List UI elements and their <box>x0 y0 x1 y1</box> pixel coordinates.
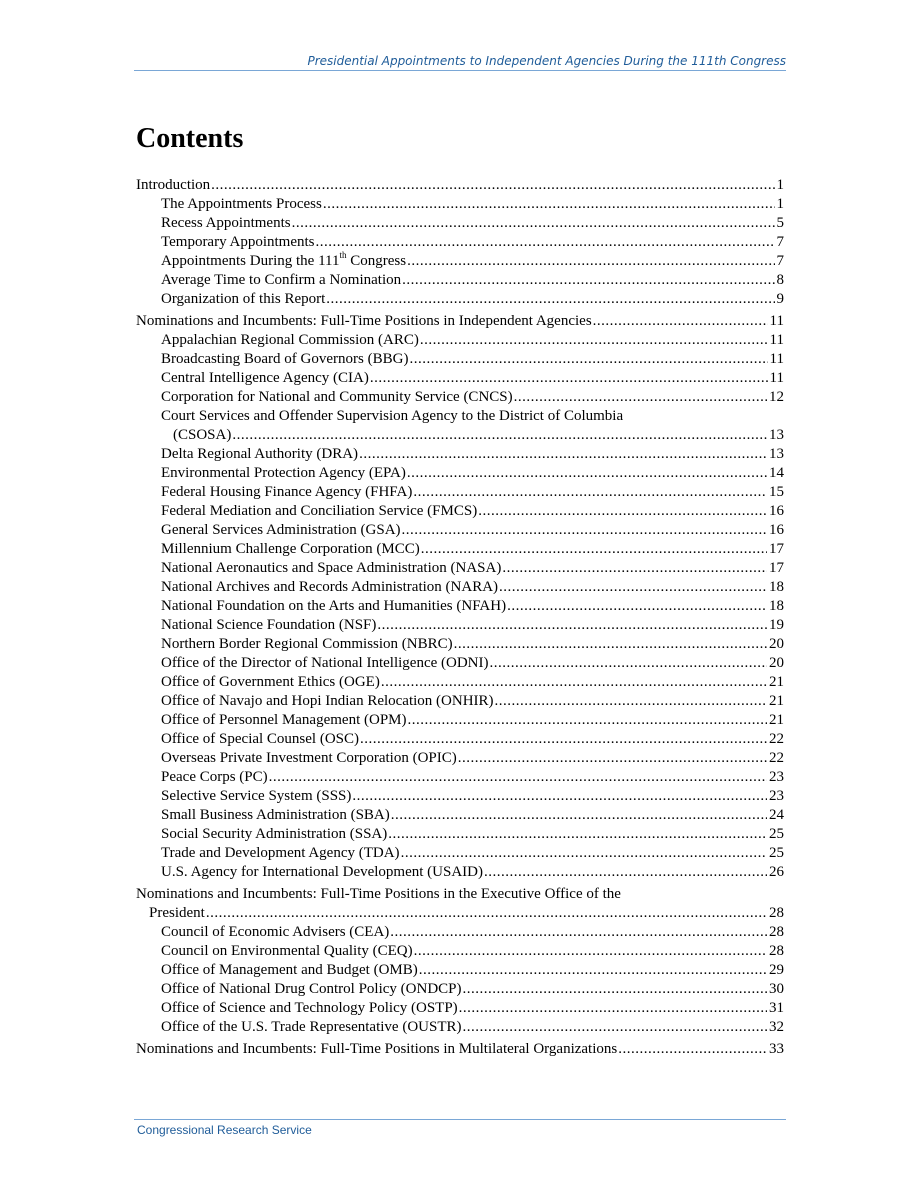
toc-page-number: 21 <box>769 712 784 728</box>
toc-leader <box>360 730 767 749</box>
toc-page-number: 13 <box>769 427 784 443</box>
toc-page-number: 30 <box>769 981 784 997</box>
toc-label: Office of Management and Budget (OMB) <box>161 962 418 978</box>
toc-page-number: 24 <box>769 807 784 823</box>
toc-page-number: 26 <box>769 864 784 880</box>
toc-label: U.S. Agency for International Development (USAID) <box>161 864 484 880</box>
toc-page-number: 20 <box>769 655 784 671</box>
toc-label: Office of the U.S. Trade Representative (OUSTR) <box>161 1019 462 1035</box>
toc-leader <box>502 559 767 578</box>
toc-leader <box>388 825 767 844</box>
toc-leader <box>514 388 767 407</box>
toc-entry-opm[interactable] <box>136 711 784 730</box>
toc-entry-ssa[interactable] <box>136 825 784 844</box>
toc-page-number: 23 <box>769 788 784 804</box>
toc-label-line1: Court Services and Offender Supervision Agency to the District of Columbia <box>161 408 624 424</box>
toc-entry-pc[interactable] <box>136 768 784 787</box>
toc-entry-mcc[interactable] <box>136 540 784 559</box>
toc-entry-fhfa[interactable] <box>136 483 784 502</box>
page-title: Contents <box>136 123 244 154</box>
toc-entry-oge[interactable] <box>136 673 784 692</box>
toc-entry-fmcs[interactable] <box>136 502 784 521</box>
toc-leader <box>458 749 767 768</box>
toc-page-number: 21 <box>769 674 784 690</box>
toc-leader <box>618 1040 767 1059</box>
toc-leader <box>401 844 767 863</box>
toc-label: Office of Government Ethics (OGE) <box>161 674 380 690</box>
toc-entry-usaid[interactable] <box>136 863 784 882</box>
toc-page-number: 11 <box>769 351 784 367</box>
toc-leader <box>414 942 767 961</box>
toc-leader <box>421 540 767 559</box>
toc-leader <box>370 369 768 388</box>
toc-page-number: 17 <box>769 541 784 557</box>
toc-page-number: 22 <box>769 750 784 766</box>
ordinal-suffix: th <box>339 250 347 260</box>
toc-page-number: 5 <box>776 215 784 231</box>
toc-page-number: 31 <box>769 1000 784 1016</box>
toc-label: National Foundation on the Arts and Humanities (NFAH) <box>161 598 507 614</box>
toc-page-number: 28 <box>769 924 784 940</box>
toc-label <box>161 252 406 271</box>
toc-page-number: 16 <box>769 503 784 519</box>
toc-leader <box>232 426 767 445</box>
toc-label-post: Congress <box>346 253 407 269</box>
toc-page-number: 18 <box>769 598 784 614</box>
toc-entry-introduction[interactable] <box>136 176 784 195</box>
toc-entry-ostp[interactable] <box>136 999 784 1018</box>
toc-label: Overseas Private Investment Corporation (OPIC) <box>161 750 457 766</box>
toc-leader <box>292 214 775 233</box>
toc-page-number: 19 <box>769 617 784 633</box>
toc-entry-nominations-multilateral[interactable] <box>136 1040 784 1059</box>
toc-label: General Services Administration (GSA) <box>161 522 401 538</box>
toc-label-line1: Nominations and Incumbents: Full-Time Positions in the Executive Office of the <box>136 886 621 902</box>
toc-page-number: 11 <box>769 332 784 348</box>
toc-entry-cia[interactable] <box>136 369 784 388</box>
toc-leader <box>316 233 775 252</box>
toc-leader <box>499 578 767 597</box>
toc-label: National Aeronautics and Space Administration (NASA) <box>161 560 502 576</box>
toc-label: Council of Economic Advisers (CEA) <box>161 924 390 940</box>
toc-label: Social Security Administration (SSA) <box>161 826 388 842</box>
toc-leader <box>391 806 767 825</box>
toc-leader <box>419 961 767 980</box>
toc-entry-dra[interactable] <box>136 445 784 464</box>
toc-page-number: 7 <box>776 234 784 250</box>
toc-leader <box>454 635 767 654</box>
toc-leader <box>420 331 768 350</box>
toc-label: Recess Appointments <box>161 215 291 231</box>
toc-label: Corporation for National and Community Service (CNCS) <box>161 389 513 405</box>
toc-entry-tda[interactable] <box>136 844 784 863</box>
toc-page-number: 16 <box>769 522 784 538</box>
toc-entry-bbg[interactable] <box>136 350 784 369</box>
toc-entry-sss[interactable] <box>136 787 784 806</box>
toc-page-number: 25 <box>769 845 784 861</box>
toc-entry-cea[interactable] <box>136 923 784 942</box>
toc-page-number: 11 <box>769 370 784 386</box>
toc-label: Trade and Development Agency (TDA) <box>161 845 400 861</box>
toc-leader <box>407 252 774 271</box>
toc-entry-osc[interactable] <box>136 730 784 749</box>
footer-divider <box>134 1119 786 1120</box>
toc-page-number: 11 <box>769 313 784 329</box>
toc-entry-sba[interactable] <box>136 806 784 825</box>
toc-label: Environmental Protection Agency (EPA) <box>161 465 406 481</box>
toc-leader <box>459 999 767 1018</box>
toc-page-number: 22 <box>769 731 784 747</box>
toc-label: Small Business Administration (SBA) <box>161 807 390 823</box>
toc-page-number: 8 <box>776 272 784 288</box>
toc-page-number: 25 <box>769 826 784 842</box>
toc-page-number: 29 <box>769 962 784 978</box>
toc-leader <box>323 195 775 214</box>
toc-leader <box>413 483 767 502</box>
toc-leader <box>359 445 767 464</box>
toc-entry-ondcp[interactable] <box>136 980 784 999</box>
toc-page-number: 32 <box>769 1019 784 1035</box>
toc-label: The Appointments Process <box>161 196 322 212</box>
toc-leader <box>463 980 767 999</box>
toc-entry-recess-appointments[interactable] <box>136 214 784 233</box>
toc-entry-gsa[interactable] <box>136 521 784 540</box>
toc-label: Office of Science and Technology Policy (OSTP) <box>161 1000 458 1016</box>
toc-entry-average-time[interactable] <box>136 271 784 290</box>
toc-entry-onhir[interactable] <box>136 692 784 711</box>
toc-page-number: 7 <box>776 253 784 269</box>
toc-page-number: 33 <box>769 1041 784 1057</box>
toc-entry-nfah[interactable] <box>136 597 784 616</box>
toc-leader <box>495 692 767 711</box>
toc-page-number: 21 <box>769 693 784 709</box>
toc-leader <box>206 904 767 923</box>
toc-label: Council on Environmental Quality (CEQ) <box>161 943 413 959</box>
toc-page-number: 9 <box>776 291 784 307</box>
toc-label-line2-row <box>136 904 784 923</box>
toc-page-number: 13 <box>769 446 784 462</box>
toc-label: Nominations and Incumbents: Full-Time Positions in Multilateral Organizations <box>136 1041 618 1057</box>
toc-entry-nominations-independent[interactable] <box>136 312 784 331</box>
toc-entry-nsf[interactable] <box>136 616 784 635</box>
toc-leader <box>593 312 768 331</box>
toc-label: Selective Service System (SSS) <box>161 788 352 804</box>
footer-org: Congressional Research Service <box>137 1123 312 1137</box>
toc-leader <box>390 923 767 942</box>
toc-label: Introduction <box>136 177 211 193</box>
toc-label: Average Time to Confirm a Nomination <box>161 272 402 288</box>
toc-leader <box>211 176 774 195</box>
toc-label-line2: President <box>149 905 205 921</box>
toc-label: Central Intelligence Agency (CIA) <box>161 370 369 386</box>
toc-label: Federal Housing Finance Agency (FHFA) <box>161 484 413 500</box>
toc-label: Office of National Drug Control Policy (ONDCP) <box>161 981 462 997</box>
toc-entry-nominations-eop[interactable] <box>136 885 784 923</box>
toc-label: Broadcasting Board of Governors (BBG) <box>161 351 409 367</box>
toc-page-number: 17 <box>769 560 784 576</box>
toc-label: Nominations and Incumbents: Full-Time Positions in Independent Agencies <box>136 313 592 329</box>
toc-label: Peace Corps (PC) <box>161 769 268 785</box>
toc-page-number: 23 <box>769 769 784 785</box>
toc-label: Northern Border Regional Commission (NBRC) <box>161 636 453 652</box>
toc-label: Temporary Appointments <box>161 234 315 250</box>
toc-label: Office of the Director of National Intelligence (ODNI) <box>161 655 489 671</box>
toc-entry-organization[interactable] <box>136 290 784 309</box>
toc-label: Millennium Challenge Corporation (MCC) <box>161 541 420 557</box>
toc-label: Federal Mediation and Conciliation Service (FMCS) <box>161 503 478 519</box>
toc-label: Delta Regional Authority (DRA) <box>161 446 359 462</box>
toc-entry-omb[interactable] <box>136 961 784 980</box>
toc-entry-appointments-111th[interactable] <box>136 252 784 271</box>
toc-entry-nasa[interactable] <box>136 559 784 578</box>
toc-entry-opic[interactable] <box>136 749 784 768</box>
toc-entry-epa[interactable] <box>136 464 784 483</box>
toc-page-number: 1 <box>776 177 784 193</box>
toc-page-number: 28 <box>769 943 784 959</box>
toc-label: Appalachian Regional Commission (ARC) <box>161 332 419 348</box>
toc-entry-arc[interactable] <box>136 331 784 350</box>
toc-entry-nbrc[interactable] <box>136 635 784 654</box>
toc-label-pre: Appointments During the 111 <box>161 253 340 269</box>
toc-label-line2-row <box>136 426 784 445</box>
toc-leader <box>408 711 768 730</box>
toc-label: Office of Special Counsel (OSC) <box>161 731 360 747</box>
toc-entry-cncs[interactable] <box>136 388 784 407</box>
toc-entry-odni[interactable] <box>136 654 784 673</box>
toc-leader <box>402 271 774 290</box>
toc-leader <box>463 1018 768 1037</box>
toc-leader <box>407 464 767 483</box>
toc-page-number: 1 <box>776 196 784 212</box>
toc-label: National Archives and Records Administration (NARA) <box>161 579 499 595</box>
toc-leader <box>478 502 767 521</box>
toc-leader <box>352 787 767 806</box>
toc-leader <box>409 350 767 369</box>
toc-entry-nara[interactable] <box>136 578 784 597</box>
toc-label: Organization of this Report <box>161 291 326 307</box>
toc-page-number: 18 <box>769 579 784 595</box>
toc-leader <box>402 521 767 540</box>
toc-leader <box>484 863 767 882</box>
toc-leader <box>381 673 767 692</box>
toc-page-number: 14 <box>769 465 784 481</box>
toc-entry-oustr[interactable] <box>136 1018 784 1037</box>
toc-entry-ceq[interactable] <box>136 942 784 961</box>
toc-label-line2: (CSOSA) <box>173 427 232 443</box>
toc-leader <box>269 768 767 787</box>
toc-page-number: 12 <box>769 389 784 405</box>
toc-label: National Science Foundation (NSF) <box>161 617 377 633</box>
toc-leader <box>507 597 767 616</box>
toc-entry-temporary-appointments[interactable] <box>136 233 784 252</box>
toc-page-number: 28 <box>769 905 784 921</box>
toc-leader <box>490 654 767 673</box>
toc-entry-csosa[interactable] <box>136 407 784 445</box>
table-of-contents <box>136 176 784 1059</box>
toc-page-number: 20 <box>769 636 784 652</box>
toc-entry-appointments-process[interactable] <box>136 195 784 214</box>
toc-leader <box>377 616 767 635</box>
running-header: Presidential Appointments to Independent Agencies During the 111th Congress <box>134 54 786 71</box>
toc-page-number: 15 <box>769 484 784 500</box>
toc-label: Office of Personnel Management (OPM) <box>161 712 407 728</box>
toc-leader <box>326 290 774 309</box>
toc-label: Office of Navajo and Hopi Indian Relocation (ONHIR) <box>161 693 494 709</box>
